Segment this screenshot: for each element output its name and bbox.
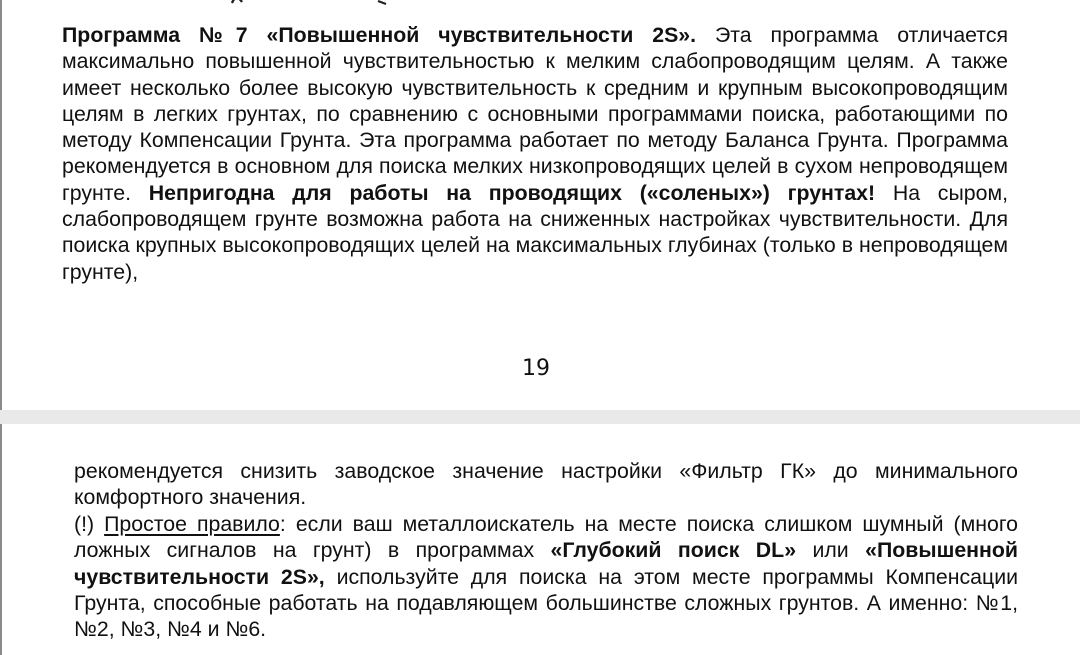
- program-deep-search-dl: «Глубокий поиск DL»: [550, 538, 797, 563]
- program-7-paragraph: [62, 22, 1008, 285]
- rule-prefix: (!): [74, 512, 105, 536]
- rule-text-3: используйте для поиска на этом месте программы Компенсации Грунта, способные работать на подавляющем большинстве сложных грунтов. А именно: №1, №2, №3, №4 и №6.: [74, 564, 1018, 642]
- page-number: 19: [522, 356, 550, 381]
- page-separator: [0, 410, 1080, 424]
- page-left-border: [0, 0, 2, 410]
- rule-text-2: или: [796, 538, 866, 563]
- program-7-usage-text: На сыром, слабопроводящем грунте возможна работа на сниженных настройках чувствительности. Для поиска крупных высокопроводящих целей на максимальных глубинах (только в непроводящем грунте),: [62, 180, 1008, 284]
- continuation-paragraph: рекомендуется снизить заводское значение настройки «Фильтр ГК» до минимального комфортного значения.: [74, 459, 1018, 510]
- simple-rule-title: Простое правило: [104, 512, 280, 536]
- program-7-title: Программа №7 «Повышенной чувствительности 2S».: [62, 23, 697, 47]
- rule-text-1: : если ваш металлоискатель на месте поиска слишком шумный (много ложных сигналов на грунт) в программах: [74, 512, 1018, 563]
- program-7-description: Эта программа отличается максимально повышенной чувствительностью к мелким слабопроводящим целям. А также имеет несколько более высокую чувствительность к средним и крупным высокопроводящим целям в легких грунтах, по сравнению с основными программами поиска, работающими по методу Компенсации Грунта. Эта программа работает по методу Баланса Грунта. Программа рекомендуется в основном для поиска мелких низкопроводящих целей в сухом непроводящем грунте.: [62, 23, 1008, 205]
- simple-rule-paragraph: [74, 511, 1018, 642]
- salty-soil-warning: Непригодна для работы на проводящих («соленых») грунтах!: [148, 180, 876, 205]
- program-sensitivity-2s: «Повышенной чувствительности 2S»,: [74, 538, 1018, 589]
- cut-off-text-fragment: [230, 0, 400, 6]
- page-left-border: [0, 424, 2, 655]
